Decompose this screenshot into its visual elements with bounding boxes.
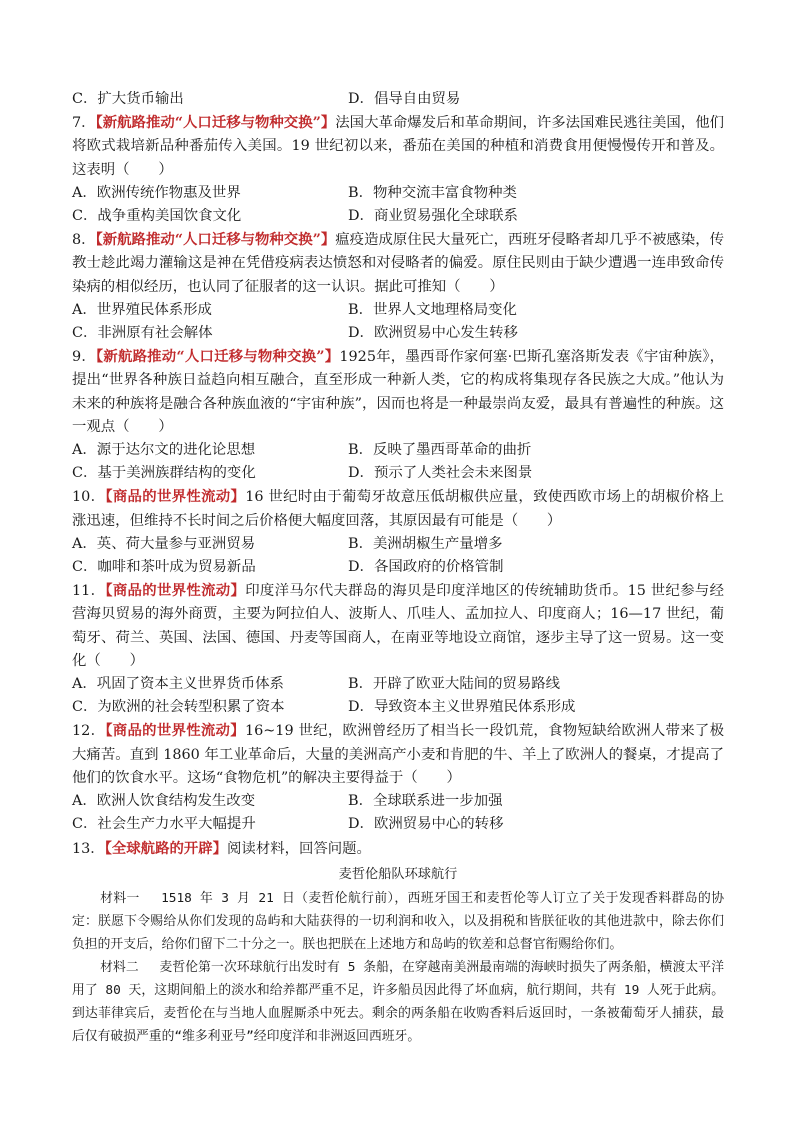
question-10: 10．【商品的世界性流动】16 世纪时由于葡萄牙故意压低胡椒供应量，致使西欧市场上的胡椒价格上涨迅速，但维持不长时间之后价格便大幅度回落，其原因最有可能是（ ） A．英、荷大量参与亚洲贸易 B．美洲胡椒生产量增多 C．咖啡和茶叶成为贸易新品 D．各国政府的价格管制 xyxy=(72,485,724,579)
topic-tag: 【新航路推动“人口迁移与物种交换”】 xyxy=(95,114,336,132)
question-stem: 瘟疫造成原住民大量死亡，西班牙侵略者却几乎不被感染，传教士趁此竭力灌输这是神在凭借疫病表达愤怒和对侵略者的偏爱。原住民则由于缺少遭遇一连串致命传染病的相似经历，也认同了征服者的这一认识。据此可推知（ ） xyxy=(72,232,724,295)
option-c: C．基于美洲族群结构的变化 xyxy=(72,465,256,482)
question-7: 7．【新航路推动“人口迁移与物种交换”】法国大革命爆发后和革命期间，许多法国难民逃往美国，他们将欧式栽培新品种番茄传入美国。19 世纪初以来，番茄在美国的种植和消费食用便慢慢传开和普及。这表明（ ） A．欧洲传统作物惠及世界 B．物种交流丰富食物种类 C．战争重构美国饮食文化 D．商业贸易强化全球联系 xyxy=(72,111,724,228)
option-d: D．倡导自由贸易 xyxy=(348,91,461,107)
option-b: B．开辟了欧亚大陆间的贸易路线 xyxy=(348,676,561,693)
question-13: 13．【全球航路的开辟】阅读材料，回答问题。 麦哲伦船队环球航行 材料一 1518 年 3 月 21 日（麦哲伦航行前），西班牙国王和麦哲伦等人订立了关于发现香料群岛的协定：朕愿下令赐给从你们发现的岛屿和大陆获得的一切利润和收入，以及捐税和皆朕征收的其他进款中，除去你们负担的开支后，给你们留下二十分之一。朕也把朕在上述地方和岛屿的钦差和总督官衔赐给你们。 材料二 麦哲伦第一次环球航行出发时有 5 条船，在穿越南美洲最南端的海峡时损失了两条船，横渡太平洋用了 80 天，这期间船上的淡水和给养都严重不足，许多船员因此得了坏血病，航行期间，共有 19 人死于此病。到达菲律宾后，麦哲伦在与当地人血腥厮杀中死去。剩余的两条船在收购香料后返回时，一条被葡萄牙人捕获，最后仅有破损严重的“维多利亚号”经印度洋和非洲返回西班牙。 xyxy=(72,837,724,1048)
option-c: C．扩大货币输出 xyxy=(72,91,184,107)
topic-tag: 【全球航路的开辟】 xyxy=(104,839,228,857)
topic-tag: 【商品的世界性流动】 xyxy=(105,488,246,506)
material-1: 材料一 1518 年 3 月 21 日（麦哲伦航行前），西班牙国王和麦哲伦等人订立了关于发现香料群岛的协定：朕愿下令赐给从你们发现的岛屿和大陆获得的一切利润和收入，以及捐税和皆朕征收的其他进款中，除去你们负担的开支后，给你们留下二十分之一。朕也把朕在上述地方和岛屿的钦差和总督官衔赐给你们。 xyxy=(72,890,724,952)
option-a: A．欧洲人饮食结构发生改变 xyxy=(72,793,256,810)
option-c: C．为欧洲的社会转型积累了资本 xyxy=(72,699,285,716)
option-d: D．商业贸易强化全球联系 xyxy=(348,208,518,225)
option-a: A．英、荷大量参与亚洲贸易 xyxy=(72,535,256,552)
option-d: D．导致资本主义世界殖民体系形成 xyxy=(348,699,576,716)
exam-page xyxy=(72,88,724,1048)
option-b: B．世界人文地理格局变化 xyxy=(348,301,517,318)
option-c: C．战争重构美国饮食文化 xyxy=(72,208,242,225)
question-stem: 法国大革命爆发后和革命期间，许多法国难民逃往美国，他们将欧式栽培新品种番茄传入美国。19 世纪初以来，番茄在美国的种植和消费食用便慢慢传开和普及。这表明（ ） xyxy=(72,115,724,178)
option-c: C．咖啡和茶叶成为贸易新品 xyxy=(72,559,256,576)
question-stem: 1925年，墨西哥作家何塞·巴斯孔塞洛斯发表《宇宙种族》，提出“世界各种族日益趋向相互融合，直至形成一种新人类，它的构成将集现存各民族之大成。”他认为未来的种族将是融合各种族血液的“宇宙种族”，因而也将是一种最崇尚友爱，最具有普遍性的种族。这一观点（ ） xyxy=(72,349,725,435)
question-stem: 16 世纪时由于葡萄牙故意压低胡椒供应量，致使西欧市场上的胡椒价格上涨迅速，但维持不长时间之后价格便大幅度回落，其原因最有可能是（ ） xyxy=(72,489,725,529)
option-a: A．源于达尔文的进化论思想 xyxy=(72,442,256,459)
option-d: D．欧洲贸易中心的转移 xyxy=(348,816,504,833)
question-stem: 16~19 世纪，欧洲曾经历了相当长一段饥荒，食物短缺给欧洲人带来了极大痛苦。直到 1860 年工业革命后，大量的美洲高产小麦和肯肥的牛、羊上了欧洲人的餐桌，才提高了他们的饮食水平。这场“食物危机”的解决主要得益于（ ） xyxy=(72,723,724,786)
q6-options-row xyxy=(72,88,724,111)
question-8: 8．【新航路推动“人口迁移与物种交换”】瘟疫造成原住民大量死亡，西班牙侵略者却几乎不被感染，传教士趁此竭力灌输这是神在凭借疫病表达愤怒和对侵略者的偏爱。原住民则由于缺少遭遇一连串致命传染病的相似经历，也认同了征服者的这一认识。据此可推知（ ） A．世界殖民体系形成 B．世界人文地理格局变化 C．非洲原有社会解体 D．欧洲贸易中心发生转移 xyxy=(72,228,724,345)
option-b: B．全球联系进一步加强 xyxy=(348,793,503,810)
topic-tag: 【新航路推动“人口迁移与物种交换”】 xyxy=(95,231,336,249)
option-a: A．世界殖民体系形成 xyxy=(72,301,212,318)
question-9: 9．【新航路推动“人口迁移与物种交换”】1925年，墨西哥作家何塞·巴斯孔塞洛斯发表《宇宙种族》，提出“世界各种族日益趋向相互融合，直至形成一种新人类，它的构成将集现存各民族之大成。”他认为未来的种族将是融合各种族血液的“宇宙种族”，因而也将是一种最崇尚友爱，最具有普遍性的种族。这一观点（ ） A．源于达尔文的进化论思想 B．反映了墨西哥革命的曲折 C．基于美洲族群结构的变化 D．预示了人类社会未来图景 xyxy=(72,345,724,485)
question-11: 11．【商品的世界性流动】印度洋马尔代夫群岛的海贝是印度洋地区的传统辅助货币。15 世纪参与经营海贝贸易的海外商贾，主要为阿拉伯人、波斯人、爪哇人、孟加拉人、印度商人；16—17 世纪，葡萄牙、荷兰、英国、法国、德国、丹麦等国商人，在南亚等地设立商馆，逐步主导了这一贸易。这一变化（ ） A．巩固了资本主义世界货币体系 B．开辟了欧亚大陆间的贸易路线 C．为欧洲的社会转型积累了资本 D．导致资本主义世界殖民体系形成 xyxy=(72,579,724,719)
question-12: 12．【商品的世界性流动】16~19 世纪，欧洲曾经历了相当长一段饥荒，食物短缺给欧洲人带来了极大痛苦。直到 1860 年工业革命后，大量的美洲高产小麦和肯肥的牛、羊上了欧洲人的餐桌，才提高了他们的饮食水平。这场“食物危机”的解决主要得益于（ ） A．欧洲人饮食结构发生改变 B．全球联系进一步加强 C．社会生产力水平大幅提升 D．欧洲贸易中心的转移 xyxy=(72,719,724,836)
option-b: B．物种交流丰富食物种类 xyxy=(348,184,517,201)
topic-tag: 【新航路推动“人口迁移与物种交换”】 xyxy=(95,348,340,366)
option-b: B．反映了墨西哥革命的曲折 xyxy=(348,442,532,459)
option-d: D．各国政府的价格管制 xyxy=(348,559,504,576)
topic-tag: 【商品的世界性流动】 xyxy=(105,722,245,740)
topic-tag: 【商品的世界性流动】 xyxy=(105,582,246,600)
option-d: D．预示了人类社会未来图景 xyxy=(348,465,533,482)
option-a: A．欧洲传统作物惠及世界 xyxy=(72,184,241,201)
question-stem: 印度洋马尔代夫群岛的海贝是印度洋地区的传统辅助货币。15 世纪参与经营海贝贸易的海外商贾，主要为阿拉伯人、波斯人、爪哇人、孟加拉人、印度商人；16—17 世纪，葡萄牙、荷兰、英国、法国、德国、丹麦等国商人，在南亚等地设立商馆，逐步主导了这一贸易。这一变化（ ） xyxy=(72,583,725,669)
option-c: C．社会生产力水平大幅提升 xyxy=(72,816,256,833)
material-2: 材料二 麦哲伦第一次环球航行出发时有 5 条船，在穿越南美洲最南端的海峡时损失了两条船，横渡太平洋用了 80 天，这期间船上的淡水和给养都严重不足，许多船员因此得了坏血病，航行期间，共有 19 人死于此病。到达菲律宾后，麦哲伦在与当地人血腥厮杀中死去。剩余的两条船在收购香料后返回时，一条被葡萄牙人捕获，最后仅有破损严重的“维多利亚号”经印度洋和非洲返回西班牙。 xyxy=(72,959,724,1044)
option-b: B．美洲胡椒生产量增多 xyxy=(348,535,503,552)
option-d: D．欧洲贸易中心发生转移 xyxy=(348,325,518,342)
question-stem: 阅读材料，回答问题。 xyxy=(227,840,371,857)
option-a: A．巩固了资本主义世界货币体系 xyxy=(72,676,284,693)
material-title: 麦哲伦船队环球航行 xyxy=(338,866,458,882)
option-c: C．非洲原有社会解体 xyxy=(72,325,213,342)
